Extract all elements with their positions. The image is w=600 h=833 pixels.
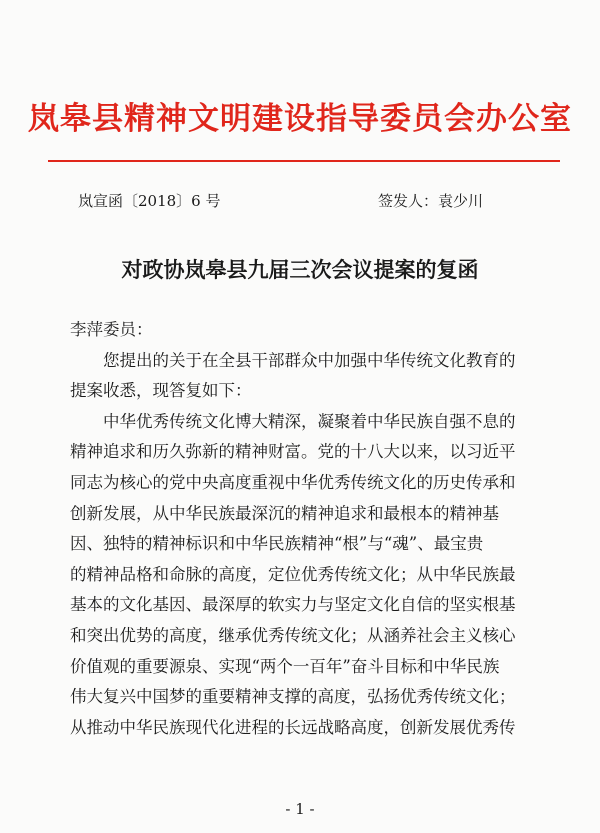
paragraph-line: 提案收悉，现答复如下： (70, 381, 252, 401)
salutation: 李萍委员： (70, 320, 153, 339)
document-body (70, 315, 540, 743)
organization-header: 岚皋县精神文明建设指导委员会办公室 (28, 101, 572, 137)
red-divider-line (48, 160, 560, 162)
document-title: 对政协岚皋县九届三次会议提案的复函 (121, 257, 479, 282)
document-number: 岚宣函〔2018〕6 号 (78, 192, 221, 210)
paragraph-line: 创新发展，从中华民族最深沉的精神追求和最根本的精神基 (70, 503, 499, 523)
paragraph-line: 基本的文化基因、最深厚的软实力与坚定文化自信的坚实根基 (70, 595, 516, 615)
issuer: 签发人：袁少川 (378, 192, 484, 210)
paragraph-line: 从推动中华民族现代化进程的长远战略高度，创新发展优秀传 (70, 717, 516, 737)
paragraph-line: 精神追求和历久弥新的精神财富。党的十八大以来，以习近平 (70, 442, 516, 462)
paragraph-line: 和突出优势的高度，继承优秀传统文化；从涵养社会主义核心 (70, 625, 516, 645)
paragraph-line: 的精神品格和命脉的高度，定位优秀传统文化；从中华民族最 (70, 564, 516, 584)
paragraph-line: 同志为核心的党中央高度重视中华优秀传统文化的历史传承和 (70, 472, 516, 492)
paragraph-line: 价值观的重要源泉、实现“两个一百年”奋斗目标和中华民族 (70, 656, 500, 676)
page-number: - 1 - (285, 800, 315, 818)
paragraph-line: 中华优秀传统文化博大精深，凝聚着中华民族自强不息的 (103, 411, 516, 431)
paragraph-line: 伟大复兴中国梦的重要精神支撑的高度，弘扬优秀传统文化； (70, 687, 516, 707)
paragraph-line: 因、独特的精神标识和中华民族精神“根”与“魂”、最宝贵 (70, 534, 484, 554)
paragraph-line: 您提出的关于在全县干部群众中加强中华传统文化教育的 (103, 350, 516, 370)
